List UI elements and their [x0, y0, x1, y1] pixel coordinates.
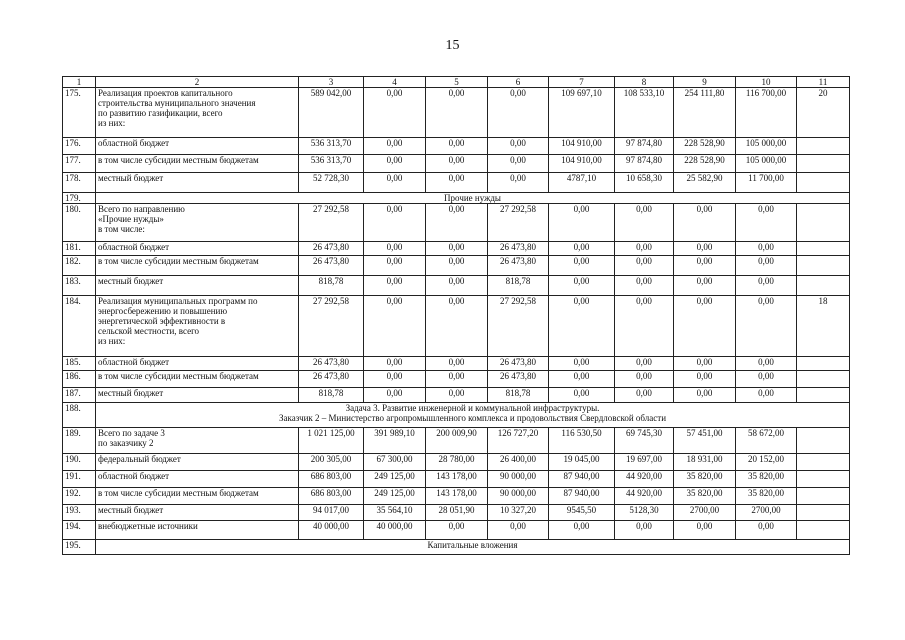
- value-cell: 0,00: [426, 276, 488, 296]
- page-ref-cell: [797, 388, 850, 403]
- value-cell: 11 700,00: [736, 173, 797, 193]
- value-cell: 0,00: [549, 521, 615, 540]
- row-number-cell: 184.: [63, 296, 96, 357]
- value-cell: 40 000,00: [299, 521, 364, 540]
- header-cell: 4: [364, 77, 426, 88]
- value-cell: 2700,00: [674, 505, 736, 521]
- item-name-line: в том числе субсидии местным бюджетам: [98, 256, 259, 266]
- item-name-line: в том числе субсидии местным бюджетам: [98, 155, 259, 165]
- item-name-line: федеральный бюджет: [98, 454, 181, 464]
- value-cell: 0,00: [364, 242, 426, 256]
- value-cell: 0,00: [674, 204, 736, 242]
- value-cell: 0,00: [674, 256, 736, 276]
- section-title-line: Капитальные вложения: [427, 540, 518, 550]
- value-cell: 200 305,00: [299, 454, 364, 471]
- value-cell: 0,00: [615, 296, 674, 357]
- table-row: [63, 471, 850, 488]
- item-name-cell: [96, 155, 299, 173]
- value-cell: 90 000,00: [488, 488, 549, 505]
- value-cell: 0,00: [364, 256, 426, 276]
- value-cell: 9545,50: [549, 505, 615, 521]
- value-cell: 67 300,00: [364, 454, 426, 471]
- value-cell: 0,00: [549, 204, 615, 242]
- table-row: [63, 242, 850, 256]
- value-cell: 26 473,80: [488, 357, 549, 371]
- header-cell: 8: [615, 77, 674, 88]
- item-name-line: по развитию газификации, всего: [98, 108, 223, 118]
- item-name-line: областной бюджет: [98, 471, 170, 481]
- row-number-cell: 186.: [63, 371, 96, 388]
- item-name-line: местный бюджет: [98, 388, 164, 398]
- value-cell: 5128,30: [615, 505, 674, 521]
- value-cell: 254 111,80: [674, 88, 736, 138]
- value-cell: 97 874,80: [615, 155, 674, 173]
- value-cell: 0,00: [674, 371, 736, 388]
- table-row: [63, 88, 850, 138]
- value-cell: 0,00: [615, 388, 674, 403]
- value-cell: 105 000,00: [736, 155, 797, 173]
- value-cell: 0,00: [674, 521, 736, 540]
- value-cell: 28 051,90: [426, 505, 488, 521]
- value-cell: 0,00: [674, 357, 736, 371]
- item-name-line: областной бюджет: [98, 357, 170, 367]
- page-ref-cell: [797, 138, 850, 155]
- row-number-cell: 187.: [63, 388, 96, 403]
- header-cell: 11: [797, 77, 850, 88]
- value-cell: 126 727,20: [488, 428, 549, 454]
- value-cell: 52 728,30: [299, 173, 364, 193]
- row-number-cell: 179.: [63, 193, 96, 204]
- row-number-cell: 175.: [63, 88, 96, 138]
- item-name-line: областной бюджет: [98, 138, 170, 148]
- value-cell: 0,00: [488, 173, 549, 193]
- item-name-cell: [96, 371, 299, 388]
- value-cell: 105 000,00: [736, 138, 797, 155]
- value-cell: 0,00: [736, 204, 797, 242]
- value-cell: 109 697,10: [549, 88, 615, 138]
- value-cell: 0,00: [549, 296, 615, 357]
- section-title-line: Заказчик 2 – Министерство агропромышленного комплекса и продовольствия Свердловской области: [278, 413, 667, 423]
- page-ref-cell: [797, 471, 850, 488]
- value-cell: 18 931,00: [674, 454, 736, 471]
- value-cell: 0,00: [615, 371, 674, 388]
- item-name-cell: [96, 488, 299, 505]
- value-cell: 0,00: [549, 242, 615, 256]
- item-name-line: Реализация муниципальных программ по: [98, 296, 258, 306]
- item-name-line: Реализация проектов капитального: [98, 88, 233, 98]
- page-ref-cell: [797, 454, 850, 471]
- value-cell: 818,78: [488, 388, 549, 403]
- value-cell: 0,00: [736, 357, 797, 371]
- value-cell: 0,00: [364, 88, 426, 138]
- value-cell: 0,00: [426, 521, 488, 540]
- value-cell: 26 473,80: [299, 242, 364, 256]
- value-cell: 104 910,00: [549, 155, 615, 173]
- value-cell: 818,78: [299, 276, 364, 296]
- value-cell: 818,78: [299, 388, 364, 403]
- page-ref-cell: [797, 276, 850, 296]
- item-name-line: местный бюджет: [98, 505, 164, 515]
- row-number-cell: 190.: [63, 454, 96, 471]
- value-cell: 0,00: [426, 388, 488, 403]
- value-cell: 200 009,90: [426, 428, 488, 454]
- value-cell: 0,00: [736, 388, 797, 403]
- value-cell: 391 989,10: [364, 428, 426, 454]
- value-cell: 0,00: [364, 173, 426, 193]
- value-cell: 57 451,00: [674, 428, 736, 454]
- header-cell: 5: [426, 77, 488, 88]
- row-number-cell: 177.: [63, 155, 96, 173]
- page-ref-cell: [797, 204, 850, 242]
- page-ref-cell: [797, 521, 850, 540]
- item-name-line: строительства муниципального значения: [98, 98, 256, 108]
- header-cell: 7: [549, 77, 615, 88]
- table-row: [63, 454, 850, 471]
- value-cell: 26 473,80: [488, 242, 549, 256]
- page-ref-cell: [797, 357, 850, 371]
- row-number-cell: 183.: [63, 276, 96, 296]
- item-name-line: по заказчику 2: [98, 438, 154, 448]
- table-row: [63, 521, 850, 540]
- item-name-cell: [96, 88, 299, 138]
- value-cell: 0,00: [488, 138, 549, 155]
- value-cell: 0,00: [364, 371, 426, 388]
- value-cell: 0,00: [736, 242, 797, 256]
- value-cell: 686 803,00: [299, 488, 364, 505]
- value-cell: 26 473,80: [488, 256, 549, 276]
- section-title-line: Прочие нужды: [444, 193, 501, 203]
- page-ref-cell: 20: [797, 88, 850, 138]
- item-name-cell: [96, 138, 299, 155]
- section-title-cell: [96, 540, 850, 555]
- value-cell: 818,78: [488, 276, 549, 296]
- value-cell: 97 874,80: [615, 138, 674, 155]
- item-name-line: в том числе:: [98, 224, 145, 234]
- item-name-line: Всего по задаче 3: [98, 428, 165, 438]
- value-cell: 0,00: [549, 388, 615, 403]
- item-name-line: «Прочие нужды»: [98, 214, 164, 224]
- header-cell: 1: [63, 77, 96, 88]
- table-row: [63, 138, 850, 155]
- row-number-cell: 191.: [63, 471, 96, 488]
- item-name-line: сельской местности, всего: [98, 326, 200, 336]
- section-title-cell: [96, 193, 850, 204]
- value-cell: 0,00: [426, 256, 488, 276]
- value-cell: 4787,10: [549, 173, 615, 193]
- row-number-cell: 185.: [63, 357, 96, 371]
- value-cell: 94 017,00: [299, 505, 364, 521]
- value-cell: 19 045,00: [549, 454, 615, 471]
- item-name-line: областной бюджет: [98, 242, 170, 252]
- value-cell: 249 125,00: [364, 488, 426, 505]
- item-name-line: внебюджетные источники: [98, 521, 198, 531]
- table-row: [63, 276, 850, 296]
- value-cell: 90 000,00: [488, 471, 549, 488]
- item-name-line: местный бюджет: [98, 173, 164, 183]
- value-cell: 35 820,00: [674, 471, 736, 488]
- value-cell: 0,00: [426, 296, 488, 357]
- table-row: [63, 155, 850, 173]
- value-cell: 0,00: [364, 155, 426, 173]
- header-cell: 3: [299, 77, 364, 88]
- item-name-cell: [96, 428, 299, 454]
- value-cell: 0,00: [736, 296, 797, 357]
- section-row: [63, 193, 850, 204]
- value-cell: 0,00: [426, 173, 488, 193]
- value-cell: 0,00: [615, 242, 674, 256]
- table-row: [63, 505, 850, 521]
- header-cell: 2: [96, 77, 299, 88]
- value-cell: 27 292,58: [299, 296, 364, 357]
- section-row: [63, 403, 850, 428]
- item-name-line: в том числе субсидии местным бюджетам: [98, 488, 259, 498]
- value-cell: 44 920,00: [615, 488, 674, 505]
- value-cell: 228 528,90: [674, 138, 736, 155]
- value-cell: 0,00: [364, 204, 426, 242]
- page-ref-cell: [797, 505, 850, 521]
- value-cell: 0,00: [736, 276, 797, 296]
- value-cell: 2700,00: [736, 505, 797, 521]
- value-cell: 249 125,00: [364, 471, 426, 488]
- table-row: [63, 357, 850, 371]
- table-row: [63, 204, 850, 242]
- table-row: [63, 371, 850, 388]
- value-cell: 0,00: [426, 357, 488, 371]
- value-cell: 10 658,30: [615, 173, 674, 193]
- item-name-cell: [96, 454, 299, 471]
- item-name-cell: [96, 276, 299, 296]
- value-cell: 58 672,00: [736, 428, 797, 454]
- table-row: [63, 428, 850, 454]
- value-cell: 27 292,58: [299, 204, 364, 242]
- value-cell: 26 473,80: [299, 371, 364, 388]
- value-cell: 35 820,00: [674, 488, 736, 505]
- item-name-line: в том числе субсидии местным бюджетам: [98, 371, 259, 381]
- value-cell: 87 940,00: [549, 471, 615, 488]
- table-row: [63, 488, 850, 505]
- value-cell: 104 910,00: [549, 138, 615, 155]
- row-number-cell: 180.: [63, 204, 96, 242]
- value-cell: 0,00: [615, 357, 674, 371]
- value-cell: 1 021 125,00: [299, 428, 364, 454]
- header-cell: 9: [674, 77, 736, 88]
- value-cell: 143 178,00: [426, 471, 488, 488]
- item-name-cell: [96, 204, 299, 242]
- value-cell: 20 152,00: [736, 454, 797, 471]
- value-cell: 0,00: [615, 204, 674, 242]
- value-cell: 0,00: [426, 155, 488, 173]
- value-cell: 0,00: [736, 256, 797, 276]
- page-ref-cell: [797, 155, 850, 173]
- section-title-line: Задача 3. Развитие инженерной и коммунальной инфраструктуры.: [345, 403, 600, 413]
- value-cell: 35 564,10: [364, 505, 426, 521]
- value-cell: 0,00: [364, 138, 426, 155]
- row-number-cell: 182.: [63, 256, 96, 276]
- row-number-cell: 194.: [63, 521, 96, 540]
- value-cell: 0,00: [426, 242, 488, 256]
- value-cell: 686 803,00: [299, 471, 364, 488]
- value-cell: 536 313,70: [299, 138, 364, 155]
- value-cell: 0,00: [426, 204, 488, 242]
- value-cell: 19 697,00: [615, 454, 674, 471]
- value-cell: 26 473,80: [299, 357, 364, 371]
- item-name-line: энергосбережению и повышению: [98, 306, 228, 316]
- value-cell: 27 292,58: [488, 296, 549, 357]
- row-number-cell: 193.: [63, 505, 96, 521]
- header-cell: 10: [736, 77, 797, 88]
- value-cell: 26 473,80: [488, 371, 549, 388]
- value-cell: 35 820,00: [736, 488, 797, 505]
- table-row: [63, 296, 850, 357]
- item-name-line: энергетической эффективности в: [98, 316, 226, 326]
- item-name-line: из них:: [98, 118, 126, 128]
- value-cell: 87 940,00: [549, 488, 615, 505]
- page-number: 15: [445, 38, 460, 53]
- value-cell: 26 400,00: [488, 454, 549, 471]
- value-cell: 0,00: [549, 256, 615, 276]
- value-cell: 0,00: [364, 296, 426, 357]
- value-cell: 589 042,00: [299, 88, 364, 138]
- section-row: [63, 540, 850, 555]
- value-cell: 44 920,00: [615, 471, 674, 488]
- value-cell: 0,00: [549, 276, 615, 296]
- value-cell: 143 178,00: [426, 488, 488, 505]
- item-name-cell: [96, 357, 299, 371]
- row-number-cell: 181.: [63, 242, 96, 256]
- item-name-cell: [96, 242, 299, 256]
- item-name-line: Всего по направлению: [98, 204, 185, 214]
- value-cell: 108 533,10: [615, 88, 674, 138]
- row-number-cell: 178.: [63, 173, 96, 193]
- value-cell: 10 327,20: [488, 505, 549, 521]
- page-ref-cell: [797, 371, 850, 388]
- value-cell: 0,00: [364, 276, 426, 296]
- row-number-cell: 176.: [63, 138, 96, 155]
- value-cell: 0,00: [488, 521, 549, 540]
- row-number-cell: 189.: [63, 428, 96, 454]
- value-cell: 0,00: [674, 242, 736, 256]
- header-cell: 6: [488, 77, 549, 88]
- value-cell: 0,00: [488, 88, 549, 138]
- page-ref-cell: [797, 488, 850, 505]
- value-cell: 116 530,50: [549, 428, 615, 454]
- row-number-cell: 195.: [63, 540, 96, 555]
- value-cell: 0,00: [549, 357, 615, 371]
- item-name-cell: [96, 296, 299, 357]
- item-name-cell: [96, 173, 299, 193]
- item-name-line: из них:: [98, 336, 126, 346]
- value-cell: 28 780,00: [426, 454, 488, 471]
- item-name-line: местный бюджет: [98, 276, 164, 286]
- section-title-cell: [96, 403, 850, 428]
- value-cell: 228 528,90: [674, 155, 736, 173]
- item-name-cell: [96, 256, 299, 276]
- value-cell: 0,00: [364, 357, 426, 371]
- page-ref-cell: 18: [797, 296, 850, 357]
- value-cell: 0,00: [426, 88, 488, 138]
- table-body: [63, 77, 850, 555]
- value-cell: 0,00: [615, 521, 674, 540]
- page-ref-cell: [797, 256, 850, 276]
- page-ref-cell: [797, 428, 850, 454]
- table-row: [63, 256, 850, 276]
- value-cell: 26 473,80: [299, 256, 364, 276]
- budget-table: [62, 76, 850, 555]
- value-cell: 69 745,30: [615, 428, 674, 454]
- value-cell: 27 292,58: [488, 204, 549, 242]
- value-cell: 0,00: [549, 371, 615, 388]
- header-row: [63, 77, 850, 88]
- value-cell: 0,00: [426, 371, 488, 388]
- value-cell: 0,00: [615, 256, 674, 276]
- table-row: [63, 388, 850, 403]
- value-cell: 0,00: [674, 388, 736, 403]
- item-name-cell: [96, 471, 299, 488]
- value-cell: 0,00: [736, 371, 797, 388]
- value-cell: 0,00: [488, 155, 549, 173]
- value-cell: 116 700,00: [736, 88, 797, 138]
- value-cell: 0,00: [674, 276, 736, 296]
- value-cell: 40 000,00: [364, 521, 426, 540]
- value-cell: 0,00: [364, 388, 426, 403]
- item-name-cell: [96, 505, 299, 521]
- value-cell: 0,00: [615, 276, 674, 296]
- value-cell: 25 582,90: [674, 173, 736, 193]
- row-number-cell: 192.: [63, 488, 96, 505]
- page-ref-cell: [797, 173, 850, 193]
- value-cell: 0,00: [674, 296, 736, 357]
- item-name-cell: [96, 388, 299, 403]
- value-cell: 536 313,70: [299, 155, 364, 173]
- page-ref-cell: [797, 242, 850, 256]
- value-cell: 0,00: [736, 521, 797, 540]
- value-cell: 35 820,00: [736, 471, 797, 488]
- item-name-cell: [96, 521, 299, 540]
- value-cell: 0,00: [426, 138, 488, 155]
- table-row: [63, 173, 850, 193]
- row-number-cell: 188.: [63, 403, 96, 428]
